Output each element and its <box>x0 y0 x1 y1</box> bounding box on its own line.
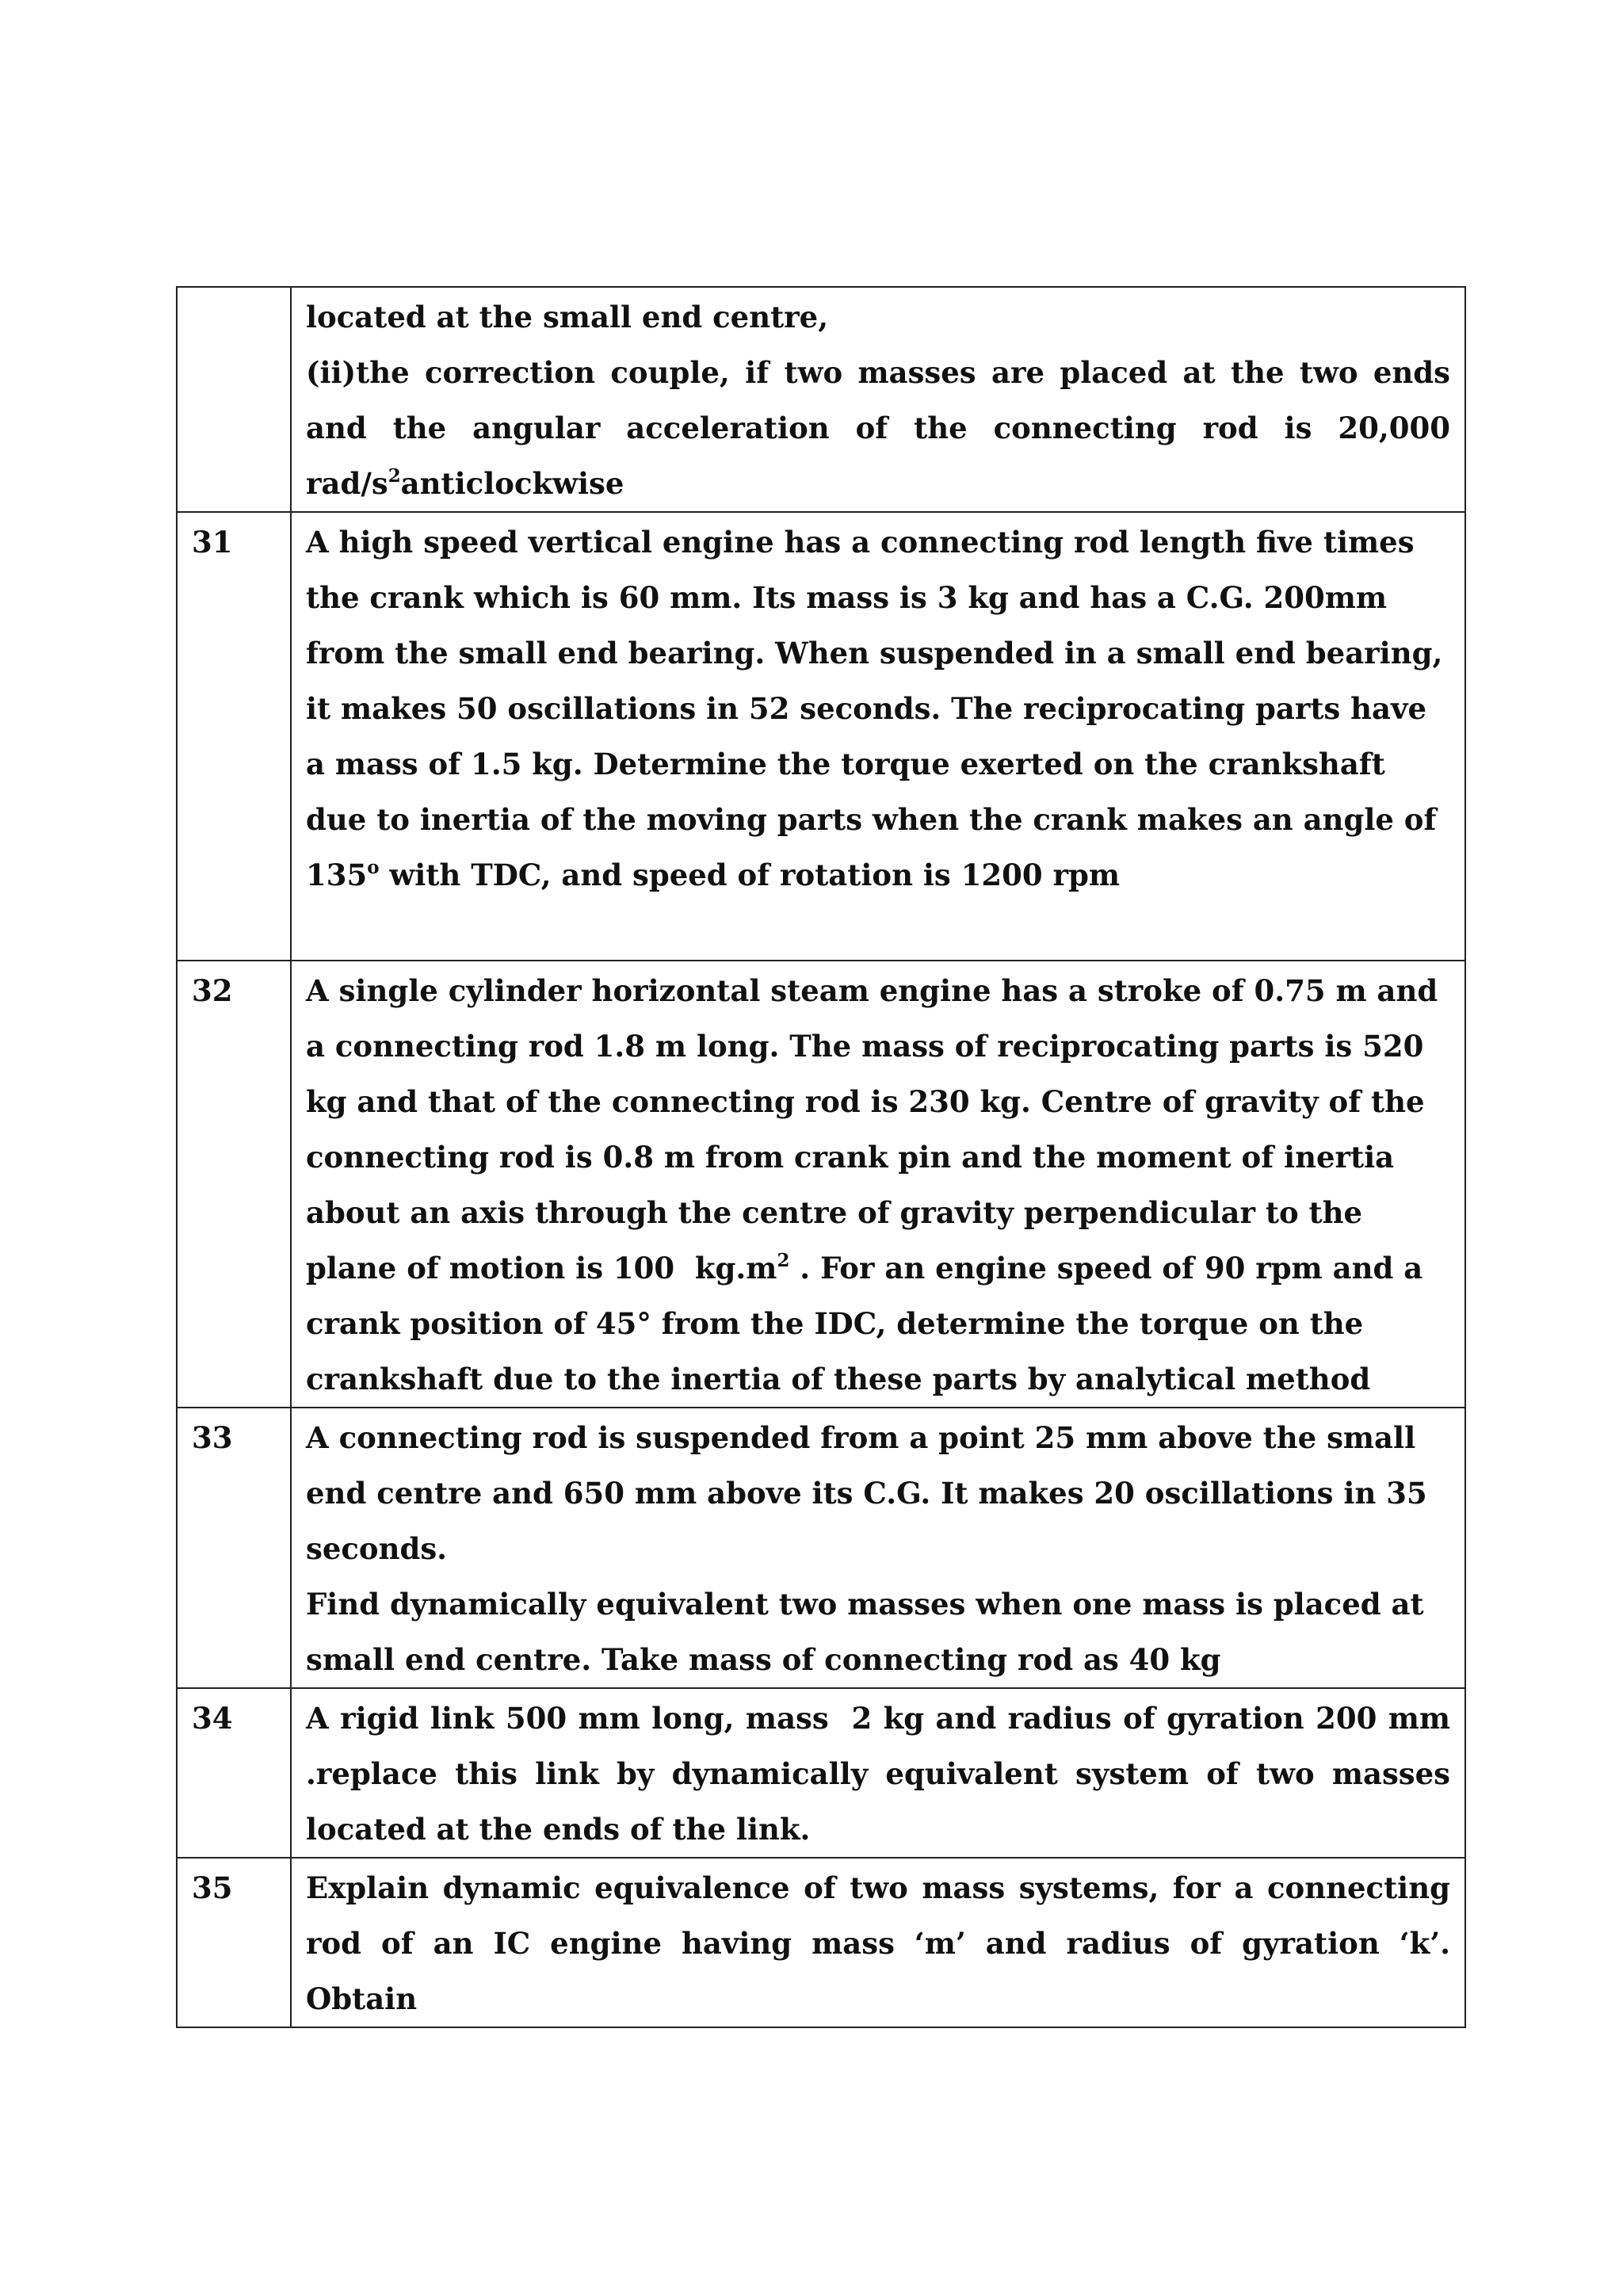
question-number-cell: 35 <box>177 1858 291 2027</box>
question-line: seconds. <box>306 1531 448 1566</box>
question-number-cell: 34 <box>177 1688 291 1858</box>
question-line: A single cylinder horizontal steam engine has a stroke of 0.75 m and <box>306 973 1438 1008</box>
question-text-cell <box>291 1408 1465 1688</box>
table-row <box>177 1858 1465 2027</box>
questions-table <box>176 286 1466 2028</box>
question-number-cell: 31 <box>177 512 291 961</box>
superscript: 2 <box>777 1250 790 1272</box>
unit-text: anticlockwise <box>400 466 624 501</box>
table-row <box>177 1688 1465 1858</box>
question-text: with TDC, and speed of rotation is 1200 rpm <box>379 858 1121 892</box>
question-text-cell <box>291 512 1465 961</box>
question-text: plane of motion is 100 kg.m <box>306 1251 777 1286</box>
question-number-cell: 33 <box>177 1408 291 1688</box>
question-text-cell <box>291 961 1465 1408</box>
question-line: rod of an IC engine having mass ‘m’ and radius of gyration ‘k’. Obtain <box>306 1926 1450 2016</box>
question-text: . For an engine speed of 90 rpm and a <box>789 1251 1423 1286</box>
unit-text: rad/s <box>306 466 388 501</box>
question-line: it makes 50 oscillations in 52 seconds. The reciprocating parts have <box>306 691 1427 726</box>
question-text-cell <box>291 1688 1465 1858</box>
angle-value: 135 <box>306 858 368 892</box>
question-line <box>306 1240 1450 1296</box>
question-line: small end centre. Take mass of connecting rod as 40 kg <box>306 1642 1221 1677</box>
question-line: A connecting rod is suspended from a point 25 mm above the small <box>306 1420 1416 1455</box>
superscript: 2 <box>388 465 401 487</box>
question-line: kg and that of the connecting rod is 230 kg. Centre of gravity of the <box>306 1084 1425 1119</box>
question-line: Explain dynamic equivalence of two mass systems, for a connecting <box>306 1870 1450 1905</box>
table-row <box>177 287 1465 512</box>
question-line: located at the ends of the link. <box>306 1812 811 1847</box>
question-line: a connecting rod 1.8 m long. The mass of reciprocating parts is 520 <box>306 1029 1424 1064</box>
table-row <box>177 512 1465 961</box>
question-line: from the small end bearing. When suspended in a small end bearing, <box>306 636 1443 670</box>
table-row <box>177 961 1465 1408</box>
question-line: connecting rod is 0.8 m from crank pin and the moment of inertia <box>306 1140 1395 1175</box>
question-line <box>306 847 1450 903</box>
question-line: due to inertia of the moving parts when the crank makes an angle of <box>306 802 1437 837</box>
question-line: the crank which is 60 mm. Its mass is 3 kg and has a C.G. 200mm <box>306 580 1388 615</box>
question-text-cell <box>291 287 1465 512</box>
question-number-cell: 32 <box>177 961 291 1408</box>
question-number-cell <box>177 287 291 512</box>
question-line: A rigid link 500 mm long, mass 2 kg and radius of gyration 200 mm <box>306 1701 1450 1736</box>
question-line: .replace this link by dynamically equivalent system of two masses <box>306 1756 1450 1791</box>
question-line: a mass of 1.5 kg. Determine the torque exerted on the crankshaft <box>306 747 1385 781</box>
superscript: o <box>367 857 380 879</box>
question-line: A high speed vertical engine has a connecting rod length five times <box>306 525 1415 560</box>
question-line: Find dynamically equivalent two masses when one mass is placed at <box>306 1587 1424 1622</box>
question-line: and the angular acceleration of the connecting rod is 20,000 <box>306 411 1450 445</box>
table-row <box>177 1408 1465 1688</box>
question-line <box>306 456 1450 511</box>
question-text-cell <box>291 1858 1465 2027</box>
question-line: crankshaft due to the inertia of these parts by analytical method <box>306 1362 1371 1396</box>
question-line: crank position of 45° from the IDC, determine the torque on the <box>306 1306 1364 1341</box>
question-line: located at the small end centre, <box>306 300 829 334</box>
question-line: (ii)the correction couple, if two masses are placed at the two ends <box>306 355 1450 390</box>
question-line: end centre and 650 mm above its C.G. It makes 20 oscillations in 35 <box>306 1476 1427 1511</box>
question-line: about an axis through the centre of gravity perpendicular to the <box>306 1195 1363 1230</box>
